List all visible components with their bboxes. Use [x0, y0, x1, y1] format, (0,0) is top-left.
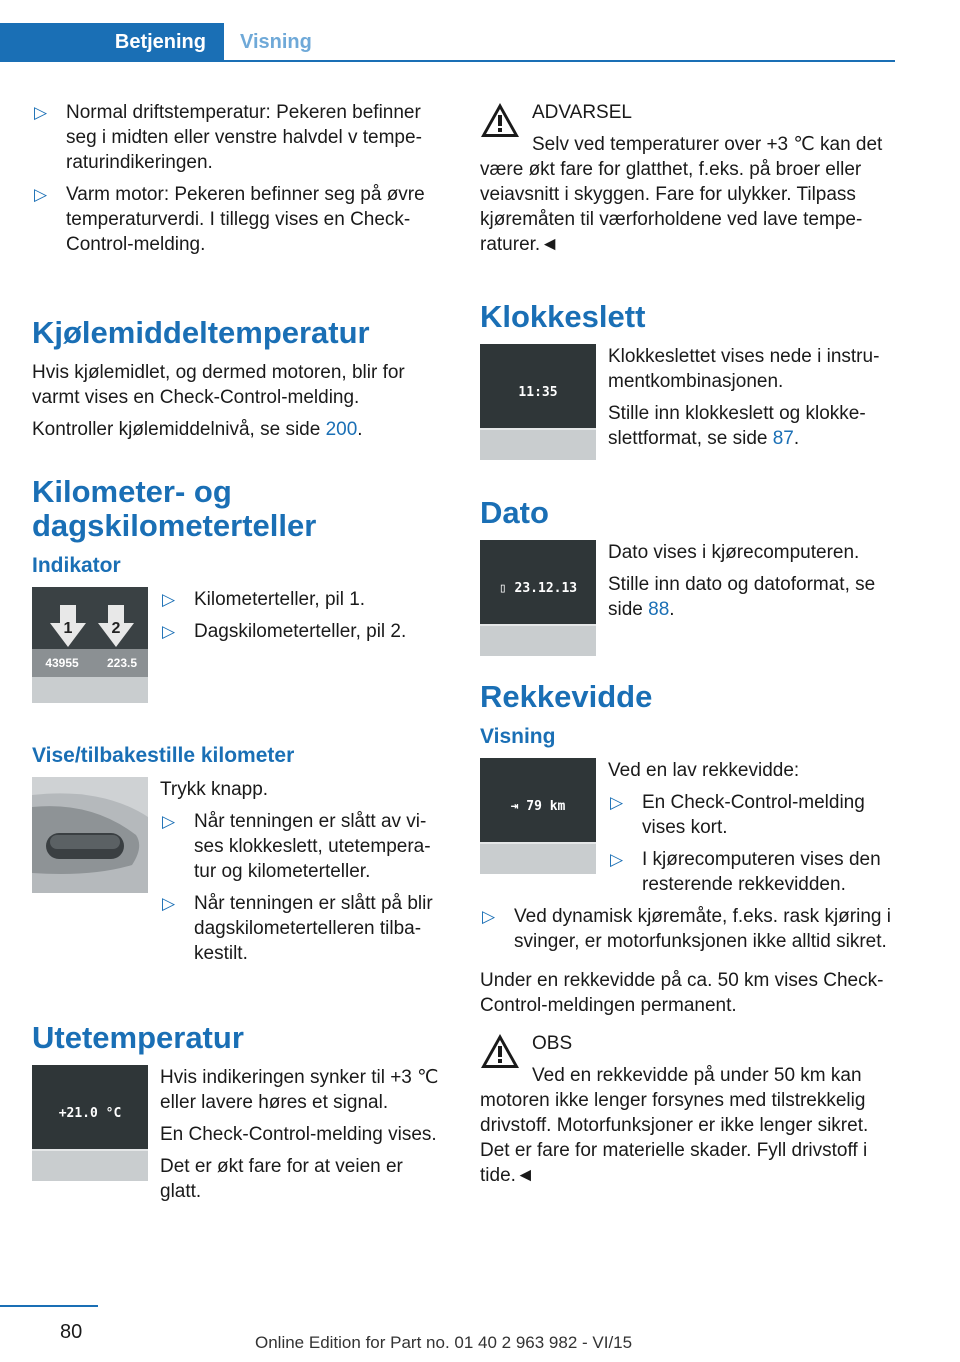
bullet-arrow-icon: ▷: [162, 590, 176, 609]
bullet-text: Når tenningen er slått av vises klokkeslett, utetemperatur og kilometerteller.: [194, 811, 431, 882]
outside-temp-figure: [32, 1065, 148, 1181]
bullet-arrow-icon: ▷: [482, 907, 496, 926]
fuel-pump-icon: ⇥: [510, 799, 527, 814]
outside-temp-text: Hvis indikeringen synker til +3 ℃ eller lavere høres et signal.: [160, 1067, 439, 1113]
bullet-arrow-icon: ▷: [610, 793, 624, 812]
punct: .: [793, 428, 800, 449]
coolant-check: [32, 417, 446, 442]
list-item: [160, 587, 446, 612]
page-link[interactable]: 88: [648, 599, 670, 620]
odometer-arrows-icon: [32, 587, 148, 703]
clock-value: 11:35: [518, 385, 558, 400]
bullet-arrow-icon: ▷: [162, 894, 176, 913]
section-title-clock: Klokkeslett: [480, 299, 646, 334]
tab-visning[interactable]: Visning: [240, 31, 312, 53]
section-title-date: Dato: [480, 495, 549, 530]
bullet-text: En Check-Control-melding vises kort.: [642, 792, 865, 838]
warning-text: Ved en rekkevidde på under 50 km kan motoren ikke lenger forsynes med tilstrekkelig drivstoff. Motorfunksjoner er ikke lenger sikret. Det er fare for materielle skader. Fyll drivstoff i tide.◄: [480, 1065, 869, 1186]
clock-figure: [480, 344, 596, 460]
subtitle-visning: Visning: [480, 725, 556, 748]
list-item: [32, 182, 446, 257]
warning-triangle-icon: [480, 1033, 520, 1069]
odometer-value: 43955: [45, 656, 79, 670]
bullet-arrow-icon: ▷: [610, 850, 624, 869]
list-item: [608, 847, 896, 897]
coolant-check-text: Kontroller kjølemiddelnivå, se side: [32, 419, 326, 440]
range-value-text: 79 km: [526, 799, 566, 814]
range-text: Ved en lav rekkevidde:: [608, 760, 800, 781]
footer-rule: [0, 1305, 98, 1307]
outside-temp-text: Det er økt fare for at veien er glatt.: [160, 1156, 403, 1202]
bullet-text: Varm motor: Pekeren befinner seg på øvre temperaturverdi. I tillegg vises en Check-Control-melding.: [66, 184, 425, 255]
arrow-number: 1: [63, 620, 73, 637]
right-column: [480, 100, 896, 1195]
page-header: [0, 0, 895, 62]
list-item: [32, 100, 446, 175]
list-item: [608, 790, 896, 840]
list-item: [160, 891, 446, 966]
arrow-number: 2: [111, 620, 121, 637]
page-link[interactable]: 200: [325, 419, 358, 440]
date-value-text: 23.12.13: [514, 581, 578, 596]
calendar-icon: ▯: [498, 581, 515, 596]
outside-temp-text: En Check-Control-melding vises.: [160, 1124, 437, 1145]
bullet-arrow-icon: ▷: [162, 622, 176, 641]
bullet-text: Ved dynamisk kjøremåte, f.eks. rask kjøring i svinger, er motorfunksjonen ikke alltid sikret.: [514, 906, 891, 952]
list-item: [160, 809, 446, 884]
punct: .: [357, 419, 363, 440]
bullet-text: Dagskilometerteller, pil 2.: [194, 621, 407, 642]
subtitle-indikator: Indikator: [32, 554, 121, 577]
page-number: 80: [60, 1321, 83, 1343]
date-figure: [480, 540, 596, 656]
trip-value: 223.5: [106, 656, 138, 670]
range-figure: [480, 758, 596, 874]
date-text: Dato vises i kjørecomputeren.: [608, 542, 860, 563]
edition-note: Online Edition for Part no. 01 40 2 963 982 - VI/15: [255, 1333, 633, 1352]
section-title-coolant: Kjølemiddeltemperatur: [32, 315, 370, 350]
reset-knob-icon: [32, 777, 148, 893]
bullet-text: Normal driftstemperatur: Pekeren befinner seg i midten eller venstre halvdel v temperaturindikeringen.: [66, 102, 422, 173]
clock-setting-text: Stille inn klokkeslett og klokkeslettformat, se side: [608, 403, 866, 449]
tab-betjening[interactable]: Betjening: [0, 23, 224, 62]
page-link[interactable]: 87: [772, 428, 794, 449]
warning-title: ADVARSEL: [532, 102, 632, 123]
warning-title: OBS: [532, 1033, 573, 1054]
section-title-outside-temp: Utetemperatur: [32, 1020, 244, 1055]
date-setting-text: Stille inn dato og datoformat, se side: [608, 574, 876, 620]
clock-text: Klokkeslettet vises nede i instrumentkombinasjonen.: [608, 346, 880, 392]
warning-triangle-icon: [480, 102, 520, 138]
warning-text: Selv ved temperaturer over +3 ℃ kan det være økt fare for glatthet, f.eks. på broer eller veiavsnitt i skyggen. Fare for ulykker. Tilpass kjøremåten til værforholdene ved lave temperaturer.◄: [480, 134, 883, 255]
reset-instruction: Trykk knapp.: [160, 779, 269, 800]
range-value: [480, 794, 596, 819]
subtitle-reset: Vise/tilbakestille kilometer: [32, 744, 295, 767]
section-title-range: Rekkevidde: [480, 679, 653, 714]
bullet-arrow-icon: ▷: [34, 103, 48, 122]
list-item: [480, 904, 896, 954]
warning-box: [480, 1031, 896, 1188]
range-text: Under en rekkevidde på ca. 50 km vises Check-Control-meldingen permanent.: [480, 970, 884, 1016]
date-value: [480, 576, 596, 601]
bullet-text: Kilometerteller, pil 1.: [194, 589, 366, 610]
outside-temp-value: +21.0 °C: [58, 1106, 122, 1121]
list-item: [160, 619, 446, 644]
coolant-text: Hvis kjølemidlet, og dermed motoren, blir for varmt vises en Check-Control-melding.: [32, 362, 405, 408]
bullet-arrow-icon: ▷: [34, 185, 48, 204]
warning-box: [480, 100, 896, 257]
header-rule: [0, 60, 895, 62]
odometer-figure: [32, 587, 148, 703]
reset-button-figure: [32, 777, 148, 893]
bullet-text: I kjørecomputeren vises den resterende rekkevidden.: [642, 849, 881, 895]
section-title-odometer: Kilometer- og dagskilometerteller: [32, 474, 317, 543]
punct: .: [669, 599, 675, 620]
bullet-arrow-icon: ▷: [162, 812, 176, 831]
left-column: [32, 100, 446, 1211]
bullet-text: Når tenningen er slått på blir dagskilometertelleren tilbakestilt.: [194, 893, 433, 964]
